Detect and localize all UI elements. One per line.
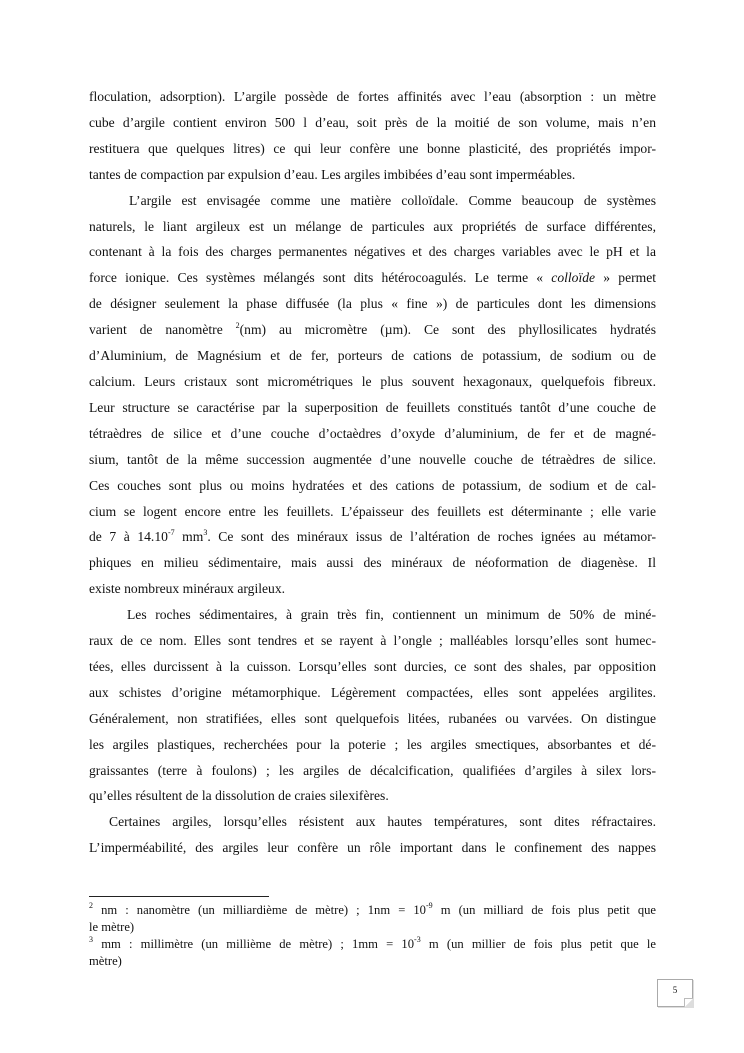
- footnotes: [89, 902, 656, 970]
- text-line: de désigner seulement la phase diffusée (la plus « fine ») de particules dont les dimensions: [89, 296, 656, 312]
- text-segment: nm : nanomètre (un milliardième de mètre) ; 1nm = 10: [93, 903, 426, 917]
- paragraph-1: [89, 84, 656, 188]
- text-segment: force ionique. Ces systèmes mélangés sont dits hétérocoagulés. Le terme «: [89, 270, 544, 286]
- text-line: floculation, adsorption). L’argile possède de fortes affinités avec l’eau (absorption : un mètre: [89, 89, 656, 104]
- text-line: les argiles plastiques, recherchées pour la poterie ; les argiles smectiques, absorbantes et dé-: [89, 736, 656, 752]
- text-line: naturels, le liant argileux est un mélange de particules aux propriétés de surface différentes,: [89, 218, 656, 234]
- exponent: -3: [414, 935, 421, 944]
- text-segment: mm : millimètre (un millième de mètre) ; 1mm = 10: [93, 937, 415, 951]
- text-line: [89, 524, 656, 550]
- footnote-line: le mètre): [89, 920, 135, 934]
- text-line: [89, 265, 656, 291]
- text-line: restituera que quelques litres) ce qui leur confère une bonne plasticité, des propriétés impor-: [89, 140, 656, 156]
- text-line: qu’elles résultent de la dissolution de craies silexifères.: [89, 788, 389, 804]
- page-number: [657, 979, 693, 1007]
- footnote-3: [89, 936, 656, 970]
- text-segment: (nm) au micromètre (µm). Ce sont des phyllosilicates hydratés: [239, 322, 656, 338]
- body-text: [89, 84, 656, 861]
- text-line: Ces couches sont plus ou moins hydratées et des cations de potassium, de sodium et de cal-: [89, 477, 656, 493]
- text-line: Leur structure se caractérise par la superposition de feuillets constitués tantôt d’une couche de: [89, 399, 656, 415]
- text-line: L’imperméabilité, des argiles leur confère un rôle important dans le confinement des nappes: [89, 840, 656, 856]
- footnote-mark: 2: [89, 901, 93, 910]
- paragraph-2: [89, 188, 656, 603]
- footnote-ref-3[interactable]: 3: [203, 528, 208, 538]
- text-line: graissantes (terre à foulons) ; les argiles de décalcification, qualifiées d’argiles à silex lors-: [89, 762, 656, 778]
- text-line: calcium. Leurs cristaux sont micrométriques le plus souvent hexagonaux, quelquefois fibreux.: [89, 373, 656, 389]
- text-segment: m (un milliard de fois plus petit que: [432, 903, 657, 917]
- footnote-mark: 3: [89, 935, 93, 944]
- text-segment: m (un millier de fois plus petit que le: [420, 937, 656, 951]
- paragraph-4: [89, 809, 656, 861]
- text-line: contenant à la fois des charges permanentes négatives et des charges variables avec le pH et la: [89, 244, 656, 260]
- text-line: tétraèdres de silice et d’une couche d’octaèdres d’oxyde d’aluminium, de fer et de magné-: [89, 425, 656, 441]
- footnote-ref-2[interactable]: 2: [235, 321, 240, 331]
- text-segment: de 7 à 14.10: [89, 529, 168, 545]
- exponent: -9: [425, 901, 433, 910]
- text-line: Les roches sédimentaires, à grain très fin, contiennent un minimum de 50% de miné-: [127, 607, 656, 623]
- footnote-2: [89, 902, 656, 936]
- text-line: Généralement, non stratifiées, elles sont quelquefois litées, rubanées ou varvées. On distingue: [89, 710, 656, 726]
- text-line: cube d’argile contient environ 500 l d’eau, soit près de la moitié de son volume, mais n’en: [89, 114, 656, 130]
- colloide-term: colloïde: [551, 270, 596, 286]
- text-line: [89, 317, 656, 343]
- footnote-separator: [89, 896, 269, 897]
- text-segment: mm: [174, 529, 204, 545]
- text-line: d’Aluminium, de Magnésium et de fer, porteurs de cations de potassium, de sodium ou de: [89, 348, 656, 364]
- footnote-line: [89, 902, 656, 919]
- text-line: raux de ce nom. Elles sont tendres et se rayent à l’ongle ; malléables lorsqu’elles sont humec-: [89, 633, 656, 649]
- footnote-line: [89, 936, 656, 953]
- text-line: existe nombreux minéraux argileux.: [89, 581, 286, 597]
- text-line: tées, elles durcissent à la cuisson. Lorsqu’elles sont durcies, ce sont des shales, par opposition: [89, 658, 656, 674]
- page-number-text: 5: [672, 985, 678, 995]
- exponent: -7: [167, 528, 175, 538]
- footnote-line: mètre): [89, 954, 122, 968]
- text-segment: varient de nanomètre: [89, 322, 223, 338]
- text-line: Certaines argiles, lorsqu’elles résistent aux hautes températures, sont dites réfractaires.: [109, 814, 656, 830]
- paragraph-3: [89, 602, 656, 809]
- text-line: tantes de compaction par expulsion d’eau. Les argiles imbibées d’eau sont imperméables.: [89, 166, 576, 182]
- text-line: L’argile est envisagée comme une matière colloïdale. Comme beaucoup de systèmes: [129, 192, 656, 208]
- text-line: phiques en milieu sédimentaire, mais aussi des minéraux de néoformation de diagenèse. Il: [89, 555, 656, 571]
- text-segment: . Ce sont des minéraux issus de l’altération de roches ignées au métamor-: [207, 529, 657, 545]
- text-line: sium, tantôt de la même succession augmentée d’une nouvelle couche de tétraèdres de silice.: [89, 451, 656, 467]
- text-line: aux schistes d’origine métamorphique. Légèrement compactées, elles sont appelées argilites.: [89, 684, 656, 700]
- text-segment: » permet: [603, 270, 657, 286]
- text-line: cium se logent encore entre les feuillets. L’épaisseur des feuillets est déterminante ; elle varie: [89, 503, 656, 519]
